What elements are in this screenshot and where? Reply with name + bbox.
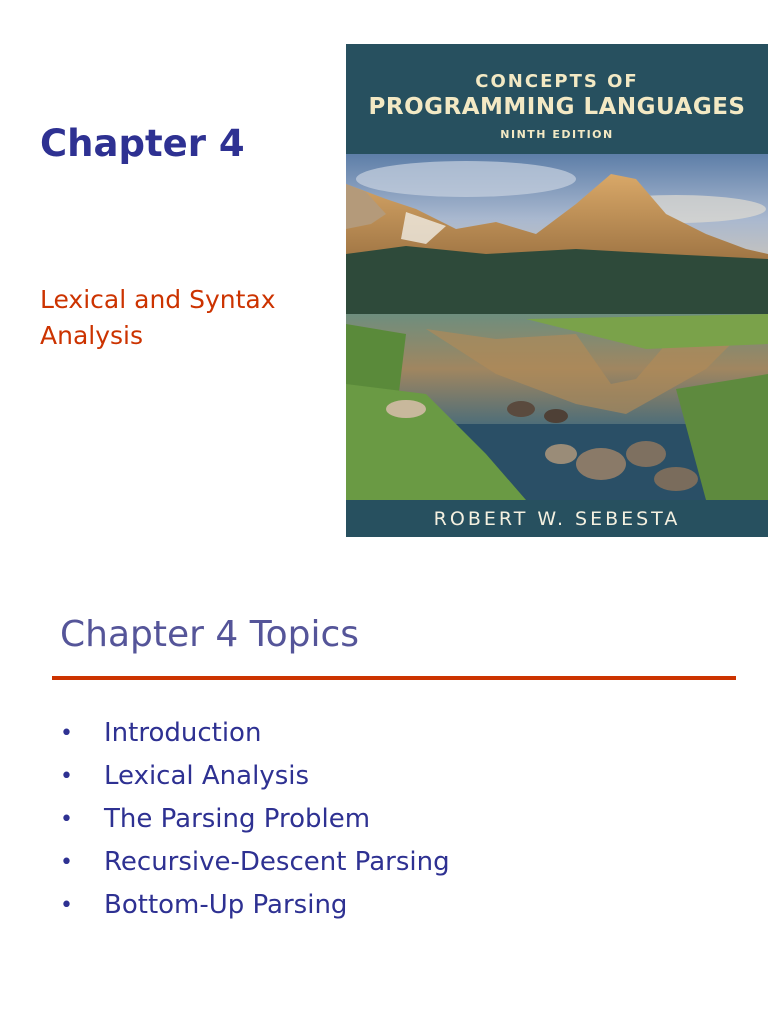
cover-title-line2: PROGRAMMING LANGUAGES (368, 94, 746, 120)
topic-label: Bottom-Up Parsing (104, 890, 348, 920)
list-item (60, 755, 450, 798)
topic-label: Introduction (104, 718, 262, 748)
cover-author: ROBERT W. SEBESTA (433, 508, 681, 530)
cover-footer (346, 500, 768, 537)
topic-label: Recursive-Descent Parsing (104, 847, 450, 877)
bullet-icon: • (60, 893, 73, 918)
cover-header (346, 44, 768, 154)
topics-title: Chapter 4 Topics (60, 614, 360, 655)
bullet-icon: • (60, 721, 73, 746)
cover-landscape-photo (346, 154, 768, 500)
topic-label: The Parsing Problem (104, 804, 371, 834)
bullet-icon: • (60, 807, 73, 832)
topic-label: Lexical Analysis (104, 761, 310, 791)
topics-list (60, 712, 450, 927)
cover-edition: NINTH EDITION (500, 128, 614, 141)
book-cover (346, 44, 768, 537)
list-item (60, 884, 450, 927)
list-item (60, 798, 450, 841)
bullet-icon: • (60, 764, 73, 789)
title-divider (52, 676, 736, 680)
list-item (60, 712, 450, 755)
cover-title-line1: CONCEPTS OF (475, 71, 639, 92)
chapter-title: Chapter 4 (40, 122, 245, 165)
list-item (60, 841, 450, 884)
chapter-subtitle: Lexical and Syntax Analysis (40, 285, 276, 350)
bullet-icon: • (60, 850, 73, 875)
